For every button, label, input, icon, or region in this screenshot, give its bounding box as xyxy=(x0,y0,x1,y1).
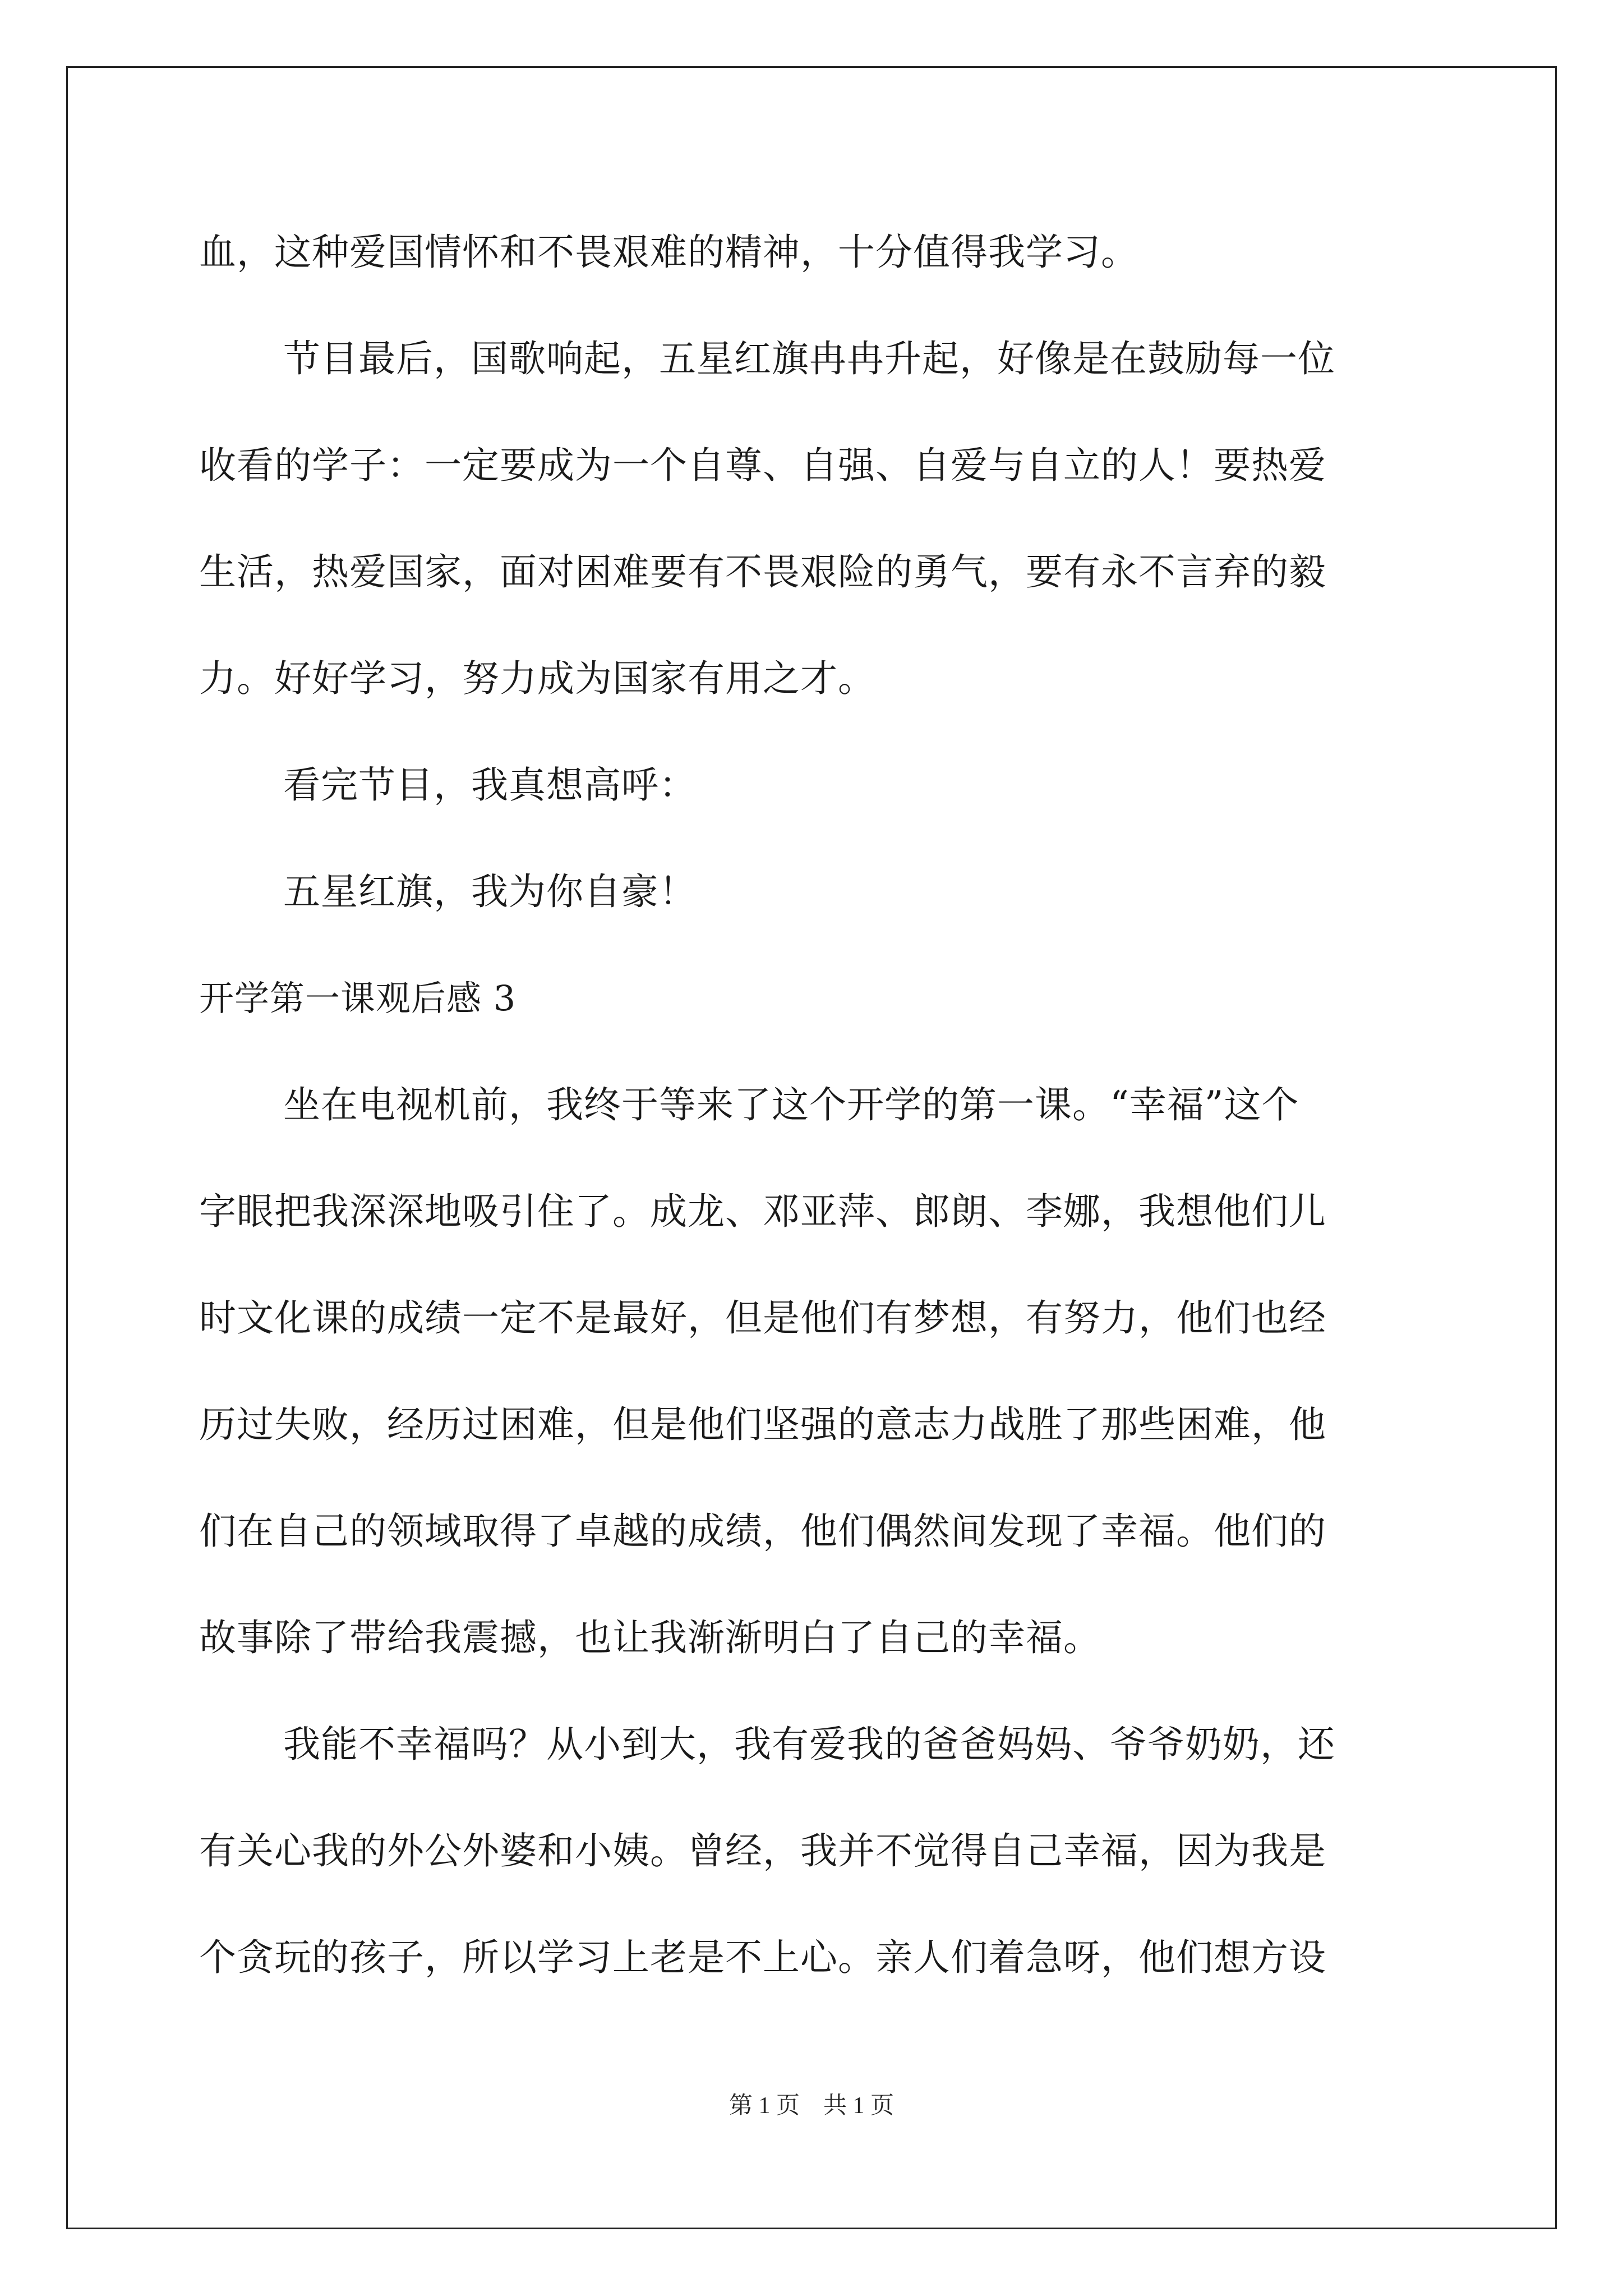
text-line-13: 们在自己的领域取得了卓越的成绩，他们偶然间发现了幸福。他们的 xyxy=(199,1510,1326,1553)
text-line-12: 历过失败，经历过困难，但是他们坚强的意志力战胜了那些困难，他 xyxy=(199,1403,1326,1446)
text-line-3: 收看的学子：一定要成为一个自尊、自强、自爱与自立的人！要热爱 xyxy=(199,444,1326,487)
text-line-15: 我能不幸福吗？从小到大，我有爱我的爸爸妈妈、爷爷奶奶，还 xyxy=(283,1723,1335,1766)
text-line-11: 时文化课的成绩一定不是最好，但是他们有梦想，有努力，他们也经 xyxy=(199,1296,1326,1340)
text-line-10: 字眼把我深深地吸引住了。成龙、邓亚萍、郎朗、李娜，我想他们儿 xyxy=(199,1190,1326,1233)
section-heading: 开学第一课观后感 3 xyxy=(199,978,517,1019)
text-line-6: 看完节目，我真想高呼： xyxy=(283,763,697,807)
text-line-14: 故事除了带给我震撼，也让我渐渐明白了自己的幸福。 xyxy=(199,1616,1101,1659)
text-line-5: 力。好好学习，努力成为国家有用之才。 xyxy=(199,657,875,700)
text-line-1: 血，这种爱国情怀和不畏艰难的精神，十分值得我学习。 xyxy=(199,231,1138,274)
text-line-7: 五星红旗，我为你自豪！ xyxy=(283,870,697,913)
document-body xyxy=(199,199,1433,2011)
text-line-17: 个贪玩的孩子，所以学习上老是不上心。亲人们着急呀，他们想方设 xyxy=(199,1936,1326,1979)
text-line-9: 坐在电视机前，我终于等来了这个开学的第一课。“幸福”这个 xyxy=(283,1083,1299,1126)
text-line-2: 节目最后，国歌响起，五星红旗冉冉升起，好像是在鼓励每一位 xyxy=(283,337,1335,380)
text-line-16: 有关心我的外公外婆和小姨。曾经，我并不觉得自己幸福，因为我是 xyxy=(199,1829,1326,1872)
text-line-4: 生活，热爱国家，面对困难要有不畏艰险的勇气，要有永不言弃的毅 xyxy=(199,550,1326,593)
page-number-footer: 第 1 页 共 1 页 xyxy=(728,2093,894,2119)
